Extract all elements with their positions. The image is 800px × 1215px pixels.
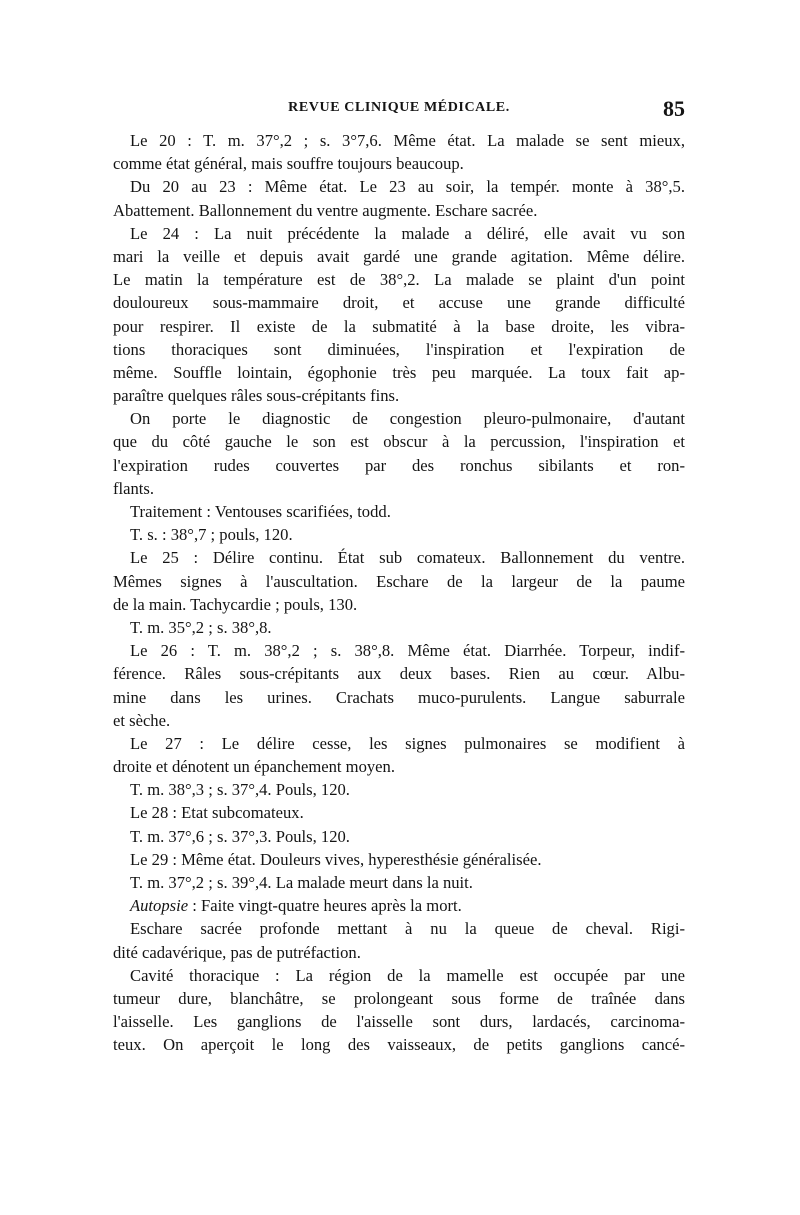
text-line: T. m. 37°,6 ; s. 37°,3. Pouls, 120. bbox=[130, 826, 350, 846]
text-line: mari la veille et depuis avait gardé une grande agitation. Même délire. bbox=[113, 246, 685, 266]
text-line: et sèche. bbox=[113, 710, 171, 730]
text-line: droite et dénotent un épanchement moyen. bbox=[113, 757, 395, 777]
text-line: T. m. 35°,2 ; s. 38°,8. bbox=[130, 617, 272, 637]
text-line: Traitement : Ventouses scarifiées, todd. bbox=[130, 502, 391, 521]
text-line: T. m. 38°,3 ; s. 37°,4. Pouls, 120. bbox=[130, 780, 350, 800]
text-line: Le 26 : T. m. 38°,2 ; s. 38°,8. Même état. Diarrhée. Torpeur, indif- bbox=[130, 641, 685, 661]
text-line: douloureux sous-mammaire droit, et accuse une grande difficulté bbox=[113, 293, 685, 313]
text-line: Le 24 : La nuit précédente la malade a déliré, elle avait vu son bbox=[130, 223, 685, 243]
text-line: mine dans les urines. Crachats muco-purulents. Langue saburrale bbox=[113, 687, 685, 707]
text-line: l'aisselle. Les ganglions de l'aisselle sont durs, lardacés, carcinoma- bbox=[113, 1012, 685, 1032]
page-number: 85 bbox=[663, 96, 685, 121]
text-line: dité cadavérique, pas de putréfaction. bbox=[113, 942, 361, 962]
italic-term: Autopsie bbox=[130, 896, 189, 916]
page-header bbox=[113, 96, 685, 126]
text-line: T. m. 37°,2 ; s. 39°,4. La malade meurt dans la nuit. bbox=[130, 873, 473, 892]
text-line: férence. Râles sous-crépitants aux deux bases. Rien au cœur. Albu- bbox=[113, 664, 685, 684]
text-line: paraître quelques râles sous-crépitants fins. bbox=[113, 386, 400, 406]
text-line: teux. On aperçoit le long des vaisseaux, de petits ganglions cancé- bbox=[113, 1035, 685, 1055]
text-line: que du côté gauche le son est obscur à la percussion, l'inspiration et bbox=[113, 432, 685, 452]
text-line: Le 29 : Même état. Douleurs vives, hyperesthésie généralisée. bbox=[130, 849, 542, 869]
text-line: Le 20 : T. m. 37°,2 ; s. 3°7,6. Même état. La malade se sent mieux, bbox=[130, 131, 685, 150]
text-line bbox=[113, 894, 685, 917]
text-line: Le 25 : Délire continu. État sub comateux. Ballonnement du ventre. bbox=[130, 548, 685, 568]
text-line: comme état général, mais souffre toujours beaucoup. bbox=[113, 154, 464, 174]
text-line: Cavité thoracique : La région de la mamelle est occupée par une bbox=[130, 965, 685, 985]
text-line: On porte le diagnostic de congestion pleuro-pulmonaire, d'autant bbox=[130, 409, 685, 429]
text-line: Mêmes signes à l'auscultation. Eschare de la largeur de la paume bbox=[113, 571, 685, 591]
text-line: de la main. Tachycardie ; pouls, 130. bbox=[113, 594, 358, 614]
text-line: Eschare sacrée profonde mettant à nu la queue de cheval. Rigi- bbox=[130, 919, 685, 939]
text-line: Le 28 : Etat subcomateux. bbox=[130, 803, 304, 823]
text-line: Du 20 au 23 : Même état. Le 23 au soir, la tempér. monte à 38°,5. bbox=[130, 177, 685, 197]
text-line: tions thoraciques sont diminuées, l'inspiration et l'expiration de bbox=[113, 339, 685, 359]
text-line: l'expiration rudes couvertes par des ronchus sibilants et ron- bbox=[113, 455, 685, 475]
text-line: tumeur dure, blanchâtre, se prolongeant sous forme de traînée dans bbox=[113, 988, 685, 1008]
text-line: Le matin la température est de 38°,2. La malade se plaint d'un point bbox=[113, 270, 685, 290]
text-line: même. Souffle lointain, égophonie très peu marquée. La toux fait ap- bbox=[113, 362, 685, 382]
text-line: pour respirer. Il existe de la submatité à la base droite, les vibra- bbox=[113, 316, 685, 336]
text-line: Le 27 : Le délire cesse, les signes pulmonaires se modifient à bbox=[130, 733, 685, 753]
text-line: T. s. : 38°,7 ; pouls, 120. bbox=[130, 525, 293, 545]
text-line: flants. bbox=[113, 478, 155, 498]
text-line: Abattement. Ballonnement du ventre augmente. Eschare sacrée. bbox=[113, 200, 538, 220]
text-line-rest: : Faite vingt-quatre heures après la mort. bbox=[188, 896, 462, 916]
running-title: REVUE CLINIQUE MÉDICALE. bbox=[288, 100, 510, 115]
body-text bbox=[113, 129, 685, 1057]
